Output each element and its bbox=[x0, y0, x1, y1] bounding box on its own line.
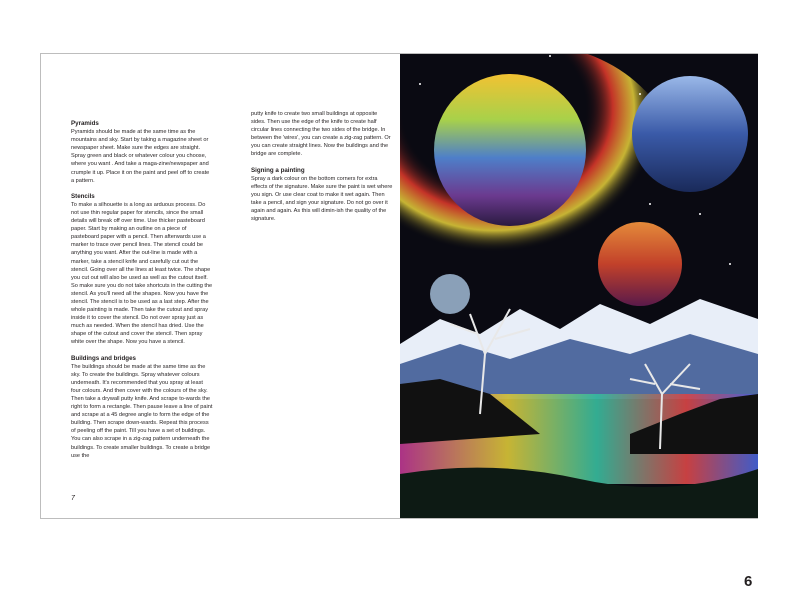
red-planet bbox=[598, 222, 682, 306]
text-column-left bbox=[71, 120, 213, 468]
text-column-right bbox=[251, 110, 393, 231]
spray-paint-artwork bbox=[400, 54, 758, 518]
heading-signing: Signing a painting bbox=[251, 166, 305, 174]
heading-buildings: Buildings and bridges bbox=[71, 354, 136, 362]
paragraph-buildings: The buildings should be made at the same time as the sky. To create the buildings. Spray whatever colours underneath. It's recommended that you spray at least four colours. And then cover with the colours of the sky. Then take a drywall putty knife. And scrape to-wards the right to form a rectangle. Then pause leave a line of paint and scrape at a 45 degree angle to form the edge of the building. Then scrape down-wards. Repeat this process of peeling off the paint. Till you have a set of buildings. You can also scrape in a zig-zag pattern underneath the buildings. To create smaller buildings. To create a bridge use the bbox=[71, 363, 213, 459]
folio-number: 6 bbox=[744, 573, 753, 590]
book-spread bbox=[40, 53, 758, 519]
blue-planet bbox=[632, 76, 748, 192]
paragraph-buildings-continued: putty knife to create two small buildings at opposite sides. Then use the edge of the knife to create half circular lines connecting the two sides of the bridge. In between the 'wires', you can create a zig-zag pattern. Or you can create straight lines. Now the buildings and the bridge are complete. bbox=[251, 111, 391, 158]
heading-stencils: Stencils bbox=[71, 192, 95, 200]
text-page bbox=[41, 54, 400, 518]
artwork-svg bbox=[400, 54, 758, 518]
page-number: 7 bbox=[71, 495, 75, 502]
paragraph-signing: Spray a dark colour on the bottom corners for extra effects of the signature. Make sure the paint is wet where you sign. Or use clear coat to make it wet again. Then take a pencil, and sign your signature. Do not go over it again and again. As this will dimin-ish the quality of the signature. bbox=[251, 175, 393, 223]
small-moon bbox=[430, 274, 470, 314]
heading-pyramids: Pyramids bbox=[71, 120, 99, 127]
rainbow-planet bbox=[434, 74, 586, 226]
paragraph-pyramids: Pyramids should be made at the same time as the mountains and sky. Start by taking a magazine sheet or newspaper sheet. Make sure the edges are straight. Spray green and black or whatever colour you choose, where you want . And take a maga-zine/newspaper and crumple it up. Place it on the paint and peel off to create a pattern. bbox=[71, 129, 210, 184]
paragraph-stencils: To make a silhouette is a long as arduous process. Do not use thin regular paper for stencils, since the small details will break off over time. Use thicker pasteboard paper. Start by making an outline on a piece of pasteboard paper with a pencil. Then afterwards use a marker to trace over pencil lines. The stencil could be anything you want. After the out-line is made with a marker, take a stencil knife and carefully cut out the stencil. Going over all the lines at least twice. The shape you cut out will also be used as well as the cutout itself. So make sure you do not take shortcuts in the cutting the stencil. As you'll need all the shapes. Now you have the stencil. The stencil is to be used as a last step. After the whole painting is made. Then take the cutout and spray inside it to cover the stencil. Do not over spray just as much as needed. When the stencil has dried. Use the shape of the cutout and cover the stencil. Then spray white over the shape. Now you have a stencil. bbox=[71, 201, 213, 346]
